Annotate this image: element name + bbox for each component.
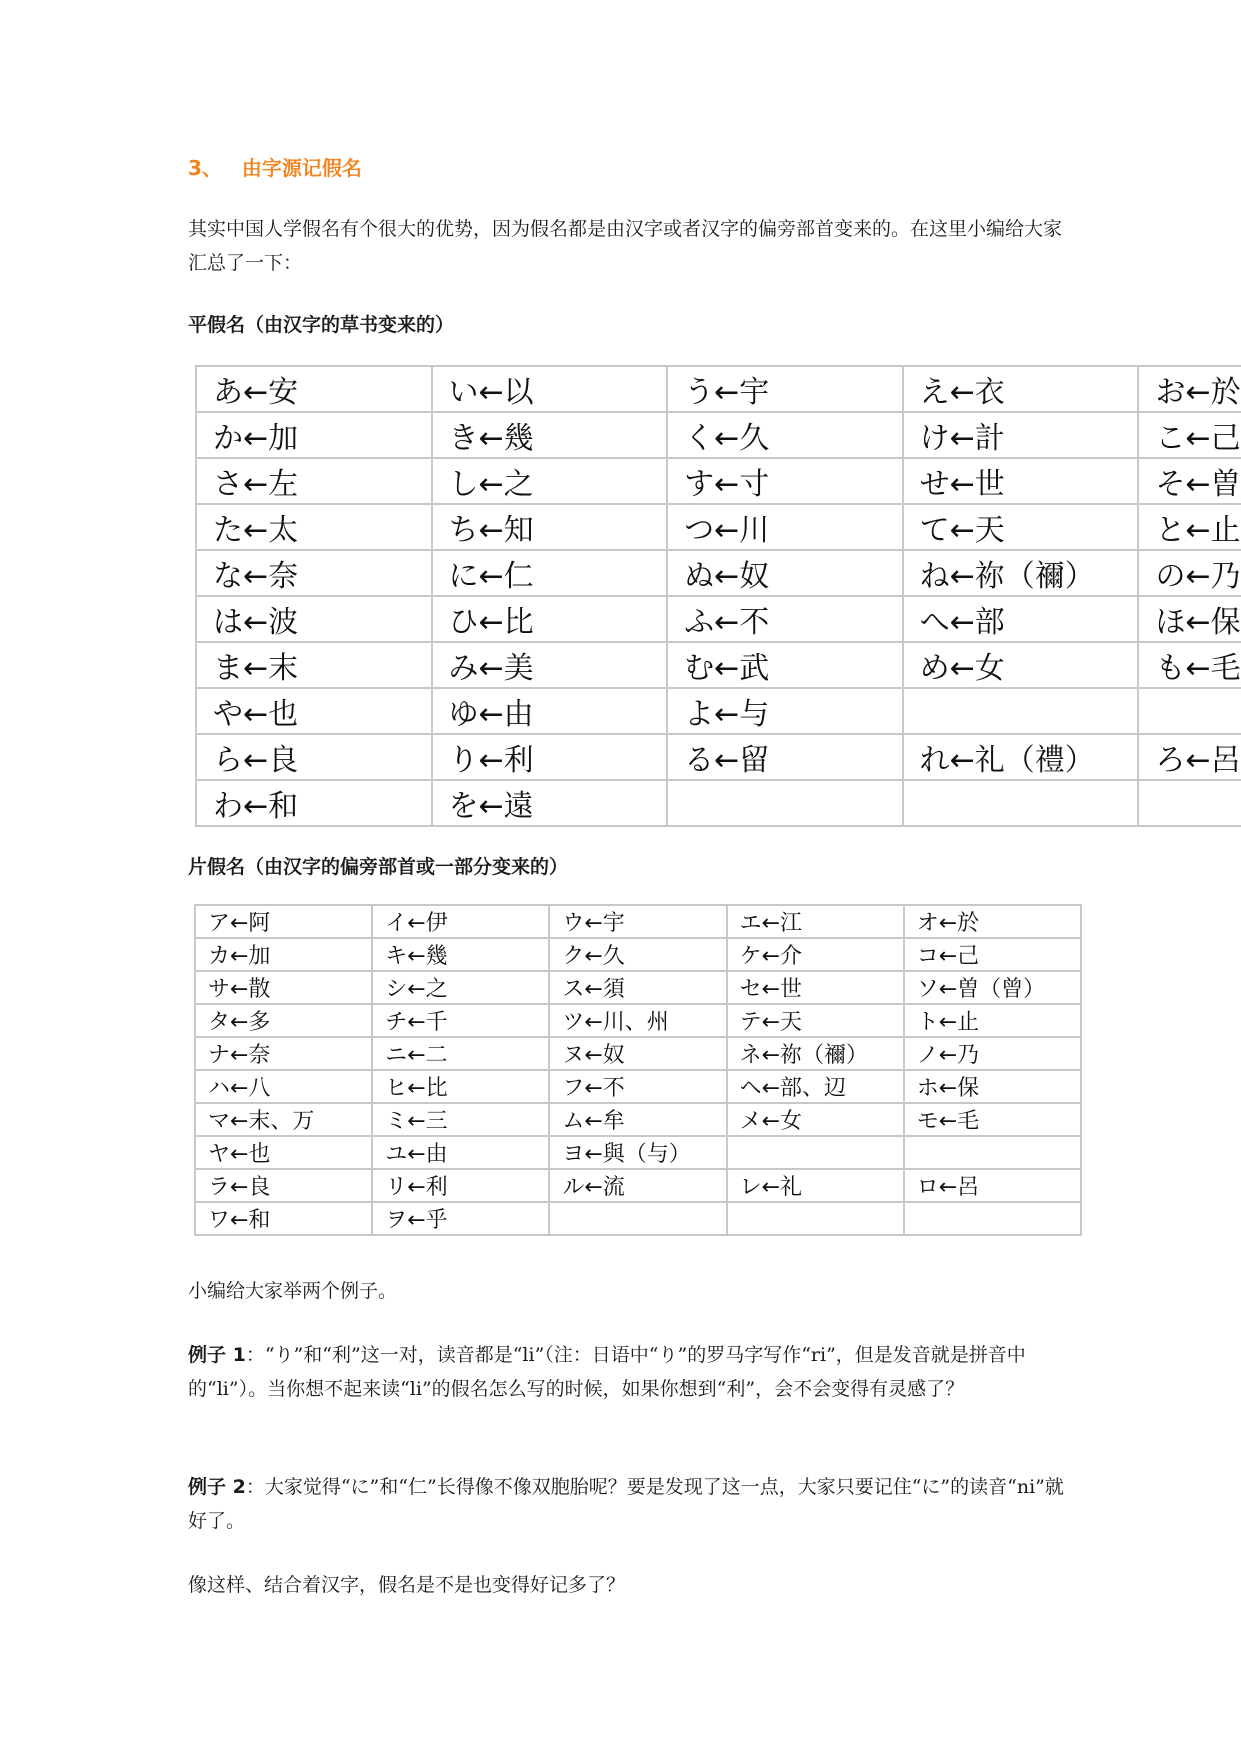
kana-cell: ろ←呂 [1138,734,1241,780]
katakana-row [195,1169,1081,1202]
kana-cell: キ←幾 [372,938,549,971]
kana-cell: み←美 [432,642,668,688]
kana-cell: メ←女 [727,1103,904,1136]
kana-cell: コ←己 [904,938,1081,971]
kana-cell: ノ←乃 [904,1037,1081,1070]
kana-cell: ケ←介 [727,938,904,971]
kana-cell: ニ←二 [372,1037,549,1070]
kana-cell: え←衣 [903,366,1139,412]
kana-cell: レ←礼 [727,1169,904,1202]
kana-cell: テ←天 [727,1004,904,1037]
kana-cell: あ←安 [196,366,432,412]
kana-cell: ひ←比 [432,596,668,642]
kana-cell: オ←於 [904,905,1081,938]
kana-cell: ヘ←部、辺 [727,1070,904,1103]
kana-cell: ラ←良 [195,1169,372,1202]
kana-cell: ワ←和 [195,1202,372,1235]
kana-cell [904,1136,1081,1169]
kana-cell: ヨ←與（与） [549,1136,726,1169]
example-1-label: 例子 1 [188,1344,246,1366]
hiragana-row [196,688,1241,734]
kana-cell: ヤ←也 [195,1136,372,1169]
kana-cell: イ←伊 [372,905,549,938]
kana-cell: ち←知 [432,504,668,550]
hiragana-row [196,780,1241,826]
kana-cell: め←女 [903,642,1139,688]
kana-cell [667,780,903,826]
example-2-text: ：大家觉得“に”和“仁”长得像不像双胞胎呢？要是发现了这一点，大家只要记住“に”的读音“ni”就好了。 [188,1476,1064,1532]
example-2-label: 例子 2 [188,1476,246,1498]
kana-cell: ま←末 [196,642,432,688]
kana-cell: ト←止 [904,1004,1081,1037]
kana-cell [1138,688,1241,734]
kana-cell: ユ←由 [372,1136,549,1169]
kana-cell: モ←毛 [904,1103,1081,1136]
kana-cell: と←止 [1138,504,1241,550]
kana-cell: り←利 [432,734,668,780]
section-title: 由字源记假名 [241,156,362,180]
kana-cell: は←波 [196,596,432,642]
kana-cell: を←遠 [432,780,668,826]
katakana-row [195,1202,1081,1235]
hiragana-row [196,504,1241,550]
katakana-row [195,905,1081,938]
kana-cell: も←毛 [1138,642,1241,688]
kana-cell [1138,780,1241,826]
kana-cell: マ←末、万 [195,1103,372,1136]
kana-cell: に←仁 [432,550,668,596]
kana-cell: ハ←八 [195,1070,372,1103]
kana-cell: か←加 [196,412,432,458]
kana-cell: ロ←呂 [904,1169,1081,1202]
example-2-paragraph [188,1470,1068,1538]
section-number: 3、 [188,156,222,180]
kana-cell: こ←己 [1138,412,1241,458]
katakana-row [195,1136,1081,1169]
kana-cell: へ←部 [903,596,1139,642]
kana-cell: ヌ←奴 [549,1037,726,1070]
kana-cell: ウ←宇 [549,905,726,938]
hiragana-row [196,458,1241,504]
kana-cell: ク←久 [549,938,726,971]
examples-intro: 小编给大家举两个例子。 [188,1280,398,1302]
kana-cell: フ←不 [549,1070,726,1103]
kana-cell: よ←与 [667,688,903,734]
kana-cell: ゆ←由 [432,688,668,734]
closing-paragraph: 像这样、结合着汉字，假名是不是也变得好记多了？ [188,1574,626,1596]
katakana-row [195,1103,1081,1136]
kana-cell: き←幾 [432,412,668,458]
kana-cell: ネ←祢（禰） [727,1037,904,1070]
kana-cell: う←宇 [667,366,903,412]
kana-cell: ヒ←比 [372,1070,549,1103]
kana-cell: ツ←川、州 [549,1004,726,1037]
kana-cell: カ←加 [195,938,372,971]
kana-cell: た←太 [196,504,432,550]
kana-cell: す←寸 [667,458,903,504]
kana-cell [727,1202,904,1235]
kana-cell: し←之 [432,458,668,504]
intro-paragraph: 其实中国人学假名有个很大的优势，因为假名都是由汉字或者汉字的偏旁部首变来的。在这里小编给大家汇总了一下： [188,218,1063,274]
hiragana-row [196,642,1241,688]
hiragana-row [196,596,1241,642]
kana-cell: ル←流 [549,1169,726,1202]
katakana-row [195,1037,1081,1070]
kana-cell: わ←和 [196,780,432,826]
kana-cell: タ←多 [195,1004,372,1037]
kana-cell: む←武 [667,642,903,688]
kana-cell [727,1136,904,1169]
kana-cell: い←以 [432,366,668,412]
kana-cell: お←於 [1138,366,1241,412]
kana-cell: ナ←奈 [195,1037,372,1070]
kana-cell [549,1202,726,1235]
kana-cell: ソ←曽（曾） [904,971,1081,1004]
kana-cell [903,688,1139,734]
kana-cell: さ←左 [196,458,432,504]
kana-cell: て←天 [903,504,1139,550]
kana-cell [904,1202,1081,1235]
katakana-row [195,1004,1081,1037]
hiragana-heading: 平假名（由汉字的草书变来的） [188,314,455,336]
hiragana-row [196,734,1241,780]
hiragana-table [195,365,1241,827]
kana-cell: ぬ←奴 [667,550,903,596]
kana-cell: サ←散 [195,971,372,1004]
kana-cell: ミ←三 [372,1103,549,1136]
kana-cell: や←也 [196,688,432,734]
kana-cell: そ←曽 [1138,458,1241,504]
kana-cell: ほ←保 [1138,596,1241,642]
katakana-heading: 片假名（由汉字的偏旁部首或一部分变来的） [188,856,569,878]
example-1-text: ：“り”和“利”这一对，读音都是“li”（注：日语中“り”的罗马字写作“ri”，但是发音就是拼音中的“li”）。当你想不起来读“li”的假名怎么写的时候，如果你想到“利”，会不会变得有灵感了？ [188,1344,1026,1400]
kana-cell: な←奈 [196,550,432,596]
kana-cell: つ←川 [667,504,903,550]
example-1-paragraph [188,1338,1068,1406]
kana-cell: ホ←保 [904,1070,1081,1103]
hiragana-row [196,412,1241,458]
kana-cell: シ←之 [372,971,549,1004]
kana-cell: れ←礼（禮） [903,734,1139,780]
kana-cell: セ←世 [727,971,904,1004]
kana-cell: リ←利 [372,1169,549,1202]
katakana-row [195,938,1081,971]
kana-cell: エ←江 [727,905,904,938]
kana-cell [903,780,1139,826]
kana-cell: ア←阿 [195,905,372,938]
kana-cell: ね←祢（禰） [903,550,1139,596]
hiragana-row [196,550,1241,596]
kana-cell: け←計 [903,412,1139,458]
kana-cell: ら←良 [196,734,432,780]
kana-cell: ス←須 [549,971,726,1004]
kana-cell: ふ←不 [667,596,903,642]
katakana-table [194,904,1082,1236]
kana-cell: せ←世 [903,458,1139,504]
hiragana-row [196,366,1241,412]
kana-cell: ム←牟 [549,1103,726,1136]
kana-cell: る←留 [667,734,903,780]
kana-cell: ヲ←乎 [372,1202,549,1235]
kana-cell: く←久 [667,412,903,458]
kana-cell: チ←千 [372,1004,549,1037]
section-heading [188,152,362,181]
katakana-row [195,971,1081,1004]
kana-cell: の←乃 [1138,550,1241,596]
katakana-row [195,1070,1081,1103]
